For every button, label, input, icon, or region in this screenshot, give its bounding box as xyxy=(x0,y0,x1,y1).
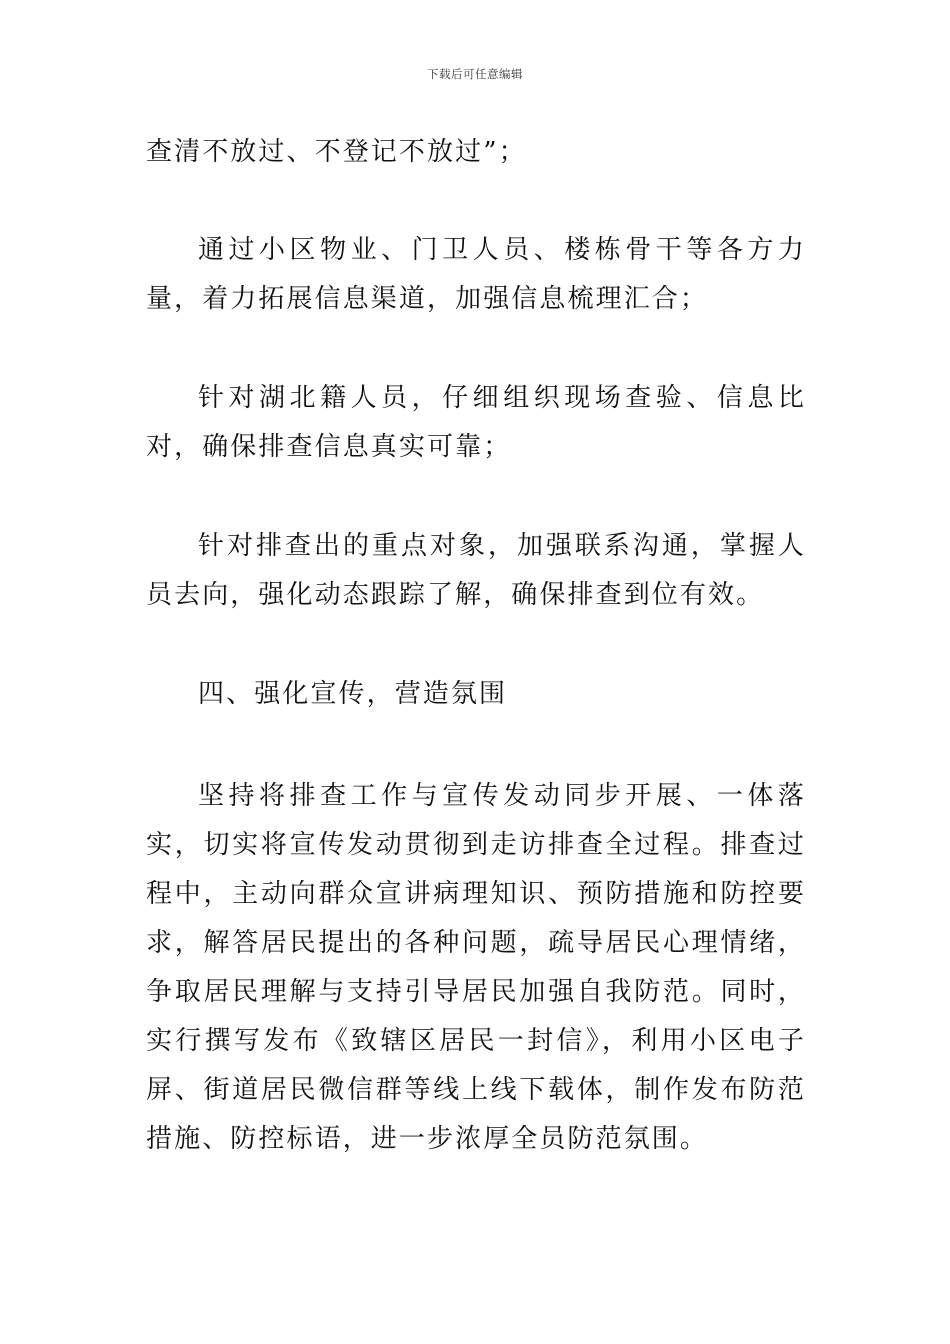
paragraph-key-targets: 针对排查出的重点对象，加强联系沟通，掌握人员去向，强化动态跟踪了解，确保排查到位有效。 xyxy=(146,531,806,610)
section-heading-publicity: 四、强化宣传，营造氛围 xyxy=(198,679,508,709)
page-header: 下载后可任意编辑 xyxy=(427,67,523,81)
paragraph-publicity-details: 坚持将排查工作与宣传发动同步开展、一体落实，切实将宣传发动贯彻到走访排查全过程。排查过程中，主动向群众宣讲病理知识、预防措施和防控要求，解答居民提出的各种问题，疏导居民心理情绪，争取居民理解与支持引导居民加强自我防范。同时，实行撰写发布《致辖区居民一封信》，利用小区电子屏、街道居民微信群等线上线下载体，制作发布防范措施、防控标语，进一步浓厚全员防范氛围。 xyxy=(146,781,806,1154)
paragraph-information-channels: 通过小区物业、门卫人员、楼栋骨干等各方力量，着力拓展信息渠道，加强信息梳理汇合； xyxy=(146,235,806,314)
paragraph-hubei-verification: 针对湖北籍人员，仔细组织现场查验、信息比对，确保排查信息真实可靠； xyxy=(146,383,806,462)
paragraph-continuation: 查清不放过、不登记不放过”； xyxy=(146,137,527,167)
